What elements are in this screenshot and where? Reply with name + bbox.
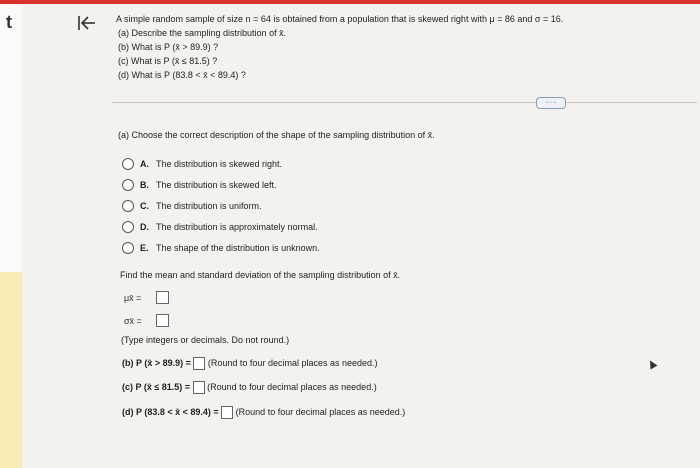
option-c-letter: C. xyxy=(140,201,149,211)
problem-intro: A simple random sample of size n = 64 is obtained from a population that is skewed right with μ = 86 and σ = 16. xyxy=(116,14,564,24)
expand-more-button[interactable]: ····· xyxy=(536,97,566,109)
option-c-text[interactable]: The distribution is uniform. xyxy=(156,201,262,211)
answer-d-hint: (Round to four decimal places as needed.) xyxy=(235,406,406,417)
back-arrow-icon[interactable] xyxy=(76,12,98,34)
problem-part-d: (d) What is P (83.8 < x̄ < 89.4) ? xyxy=(118,70,246,80)
section-divider xyxy=(112,102,697,103)
answer-d-input[interactable] xyxy=(221,406,233,419)
left-panel-glyph: t xyxy=(6,12,12,32)
option-d-text[interactable]: The distribution is approximately normal. xyxy=(156,222,318,232)
answer-b-label: (b) P (x̄ > 89.9) = xyxy=(122,357,191,368)
answer-d-label: (d) P (83.8 < x̄ < 89.4) = xyxy=(122,406,219,417)
sd-input[interactable] xyxy=(156,314,169,327)
mouse-cursor-icon xyxy=(647,359,658,370)
mean-sd-prompt: Find the mean and standard deviation of the sampling distribution of x̄. xyxy=(120,270,401,280)
option-a-text[interactable]: The distribution is skewed right. xyxy=(156,159,283,169)
answer-c-input[interactable] xyxy=(193,381,205,394)
part-a-prompt: (a) Choose the correct description of the shape of the sampling distribution of x̄. xyxy=(118,130,435,140)
option-e-text[interactable]: The shape of the distribution is unknown. xyxy=(156,243,320,253)
option-d-radio[interactable] xyxy=(122,221,134,233)
option-e-radio[interactable] xyxy=(122,242,134,254)
option-b-letter: B. xyxy=(140,180,149,190)
option-a-letter: A. xyxy=(140,159,149,169)
answer-b-input[interactable] xyxy=(193,357,205,370)
mean-sd-hint: (Type integers or decimals. Do not round.) xyxy=(121,335,290,345)
option-a-radio[interactable] xyxy=(122,158,134,170)
mean-input[interactable] xyxy=(156,291,169,304)
problem-part-c: (c) What is P (x̄ ≤ 81.5) ? xyxy=(118,56,218,66)
problem-part-a: (a) Describe the sampling distribution of x̄. xyxy=(118,28,287,38)
option-b-radio[interactable] xyxy=(122,179,134,191)
problem-part-b: (b) What is P (x̄ > 89.9) ? xyxy=(118,42,219,52)
option-c-radio[interactable] xyxy=(122,200,134,212)
sd-label: σx̄ = xyxy=(124,316,142,326)
mean-label: μx̄ = xyxy=(124,293,142,303)
answer-c-hint: (Round to four decimal places as needed.) xyxy=(207,381,377,392)
answer-b-hint: (Round to four decimal places as needed.) xyxy=(207,357,378,368)
answer-d-row xyxy=(122,406,405,419)
option-e-letter: E. xyxy=(140,243,149,253)
option-d-letter: D. xyxy=(140,222,149,232)
top-accent-bar xyxy=(0,0,700,4)
option-b-text[interactable]: The distribution is skewed left. xyxy=(156,180,277,190)
answer-c-label: (c) P (x̄ ≤ 81.5) = xyxy=(122,381,191,392)
left-highlight xyxy=(0,272,22,468)
answer-b-row xyxy=(122,357,378,370)
answer-c-row xyxy=(122,381,377,394)
